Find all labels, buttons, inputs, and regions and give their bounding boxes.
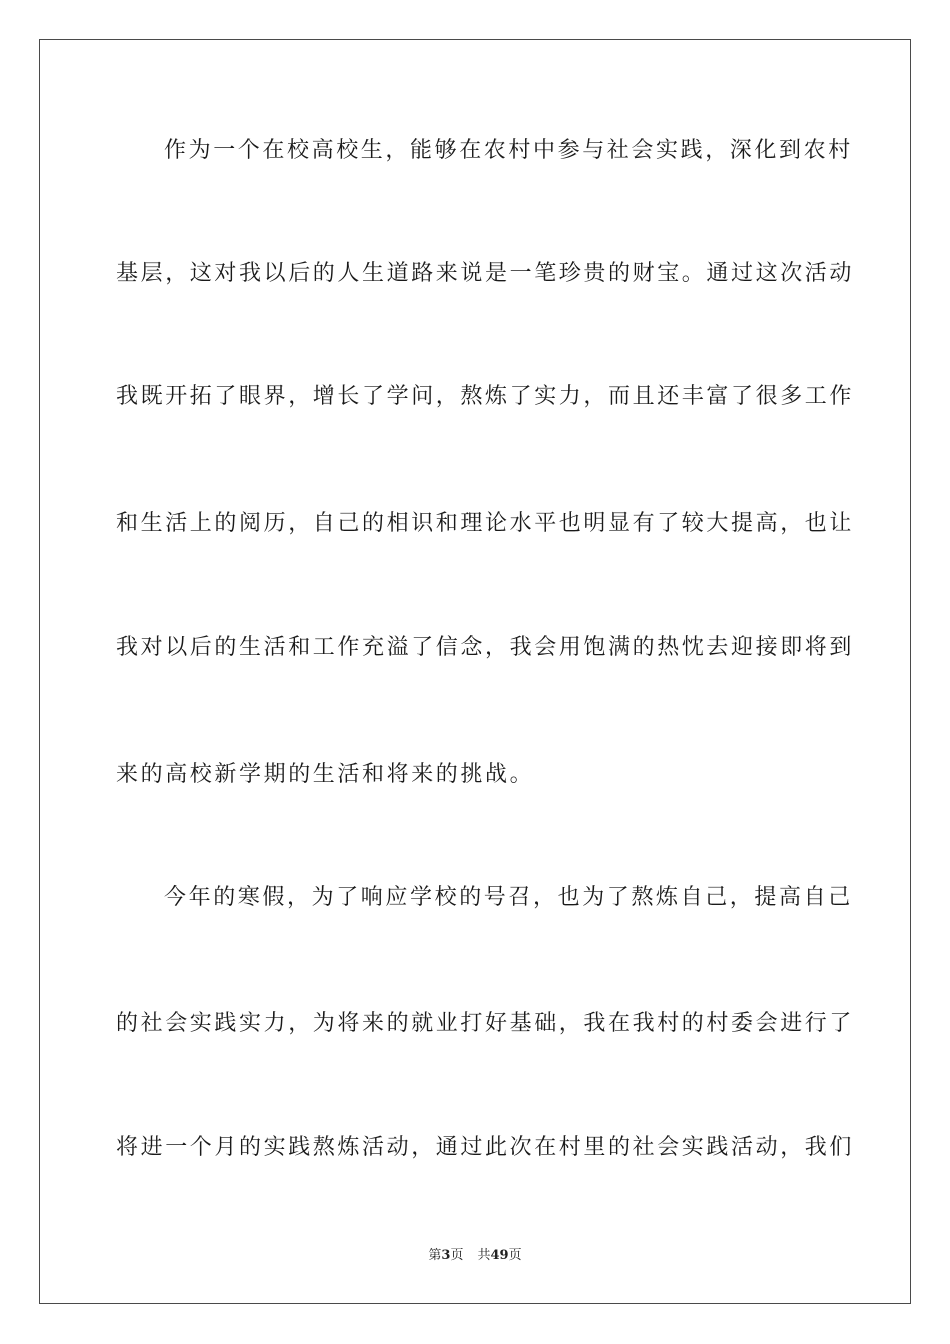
text-line-3: 我既开拓了眼界，增长了学问，熬炼了实力，而且还丰富了很多工作 bbox=[116, 384, 855, 409]
text-line-7: 今年的寒假，为了响应学校的号召，也为了熬炼自己，提高自己 bbox=[164, 885, 853, 910]
text-line-6: 来的高校新学期的生活和将来的挑战。 bbox=[116, 762, 535, 787]
page-footer bbox=[0, 1247, 950, 1265]
page-suffix: 页 bbox=[450, 1248, 464, 1263]
text-line-4: 和生活上的阅历，自己的相识和理论水平也明显有了较大提高，也让 bbox=[116, 511, 855, 536]
page-number: 3 bbox=[441, 1248, 451, 1263]
text-line-5: 我对以后的生活和工作充溢了信念，我会用饱满的热忱去迎接即将到 bbox=[116, 635, 855, 660]
text-line-9: 将进一个月的实践熬炼活动，通过此次在村里的社会实践活动，我们 bbox=[116, 1135, 855, 1160]
total-suffix: 页 bbox=[508, 1248, 522, 1263]
text-line-8: 的社会实践实力，为将来的就业打好基础，我在我村的村委会进行了 bbox=[116, 1011, 855, 1036]
total-pages: 49 bbox=[490, 1248, 509, 1263]
text-line-1: 作为一个在校高校生，能够在农村中参与社会实践，深化到农村 bbox=[164, 138, 853, 163]
total-prefix: 共 bbox=[477, 1248, 491, 1263]
page-border bbox=[39, 39, 911, 1304]
text-line-2: 基层，这对我以后的人生道路来说是一笔珍贵的财宝。通过这次活动 bbox=[116, 261, 855, 286]
page-prefix: 第 bbox=[428, 1248, 442, 1263]
